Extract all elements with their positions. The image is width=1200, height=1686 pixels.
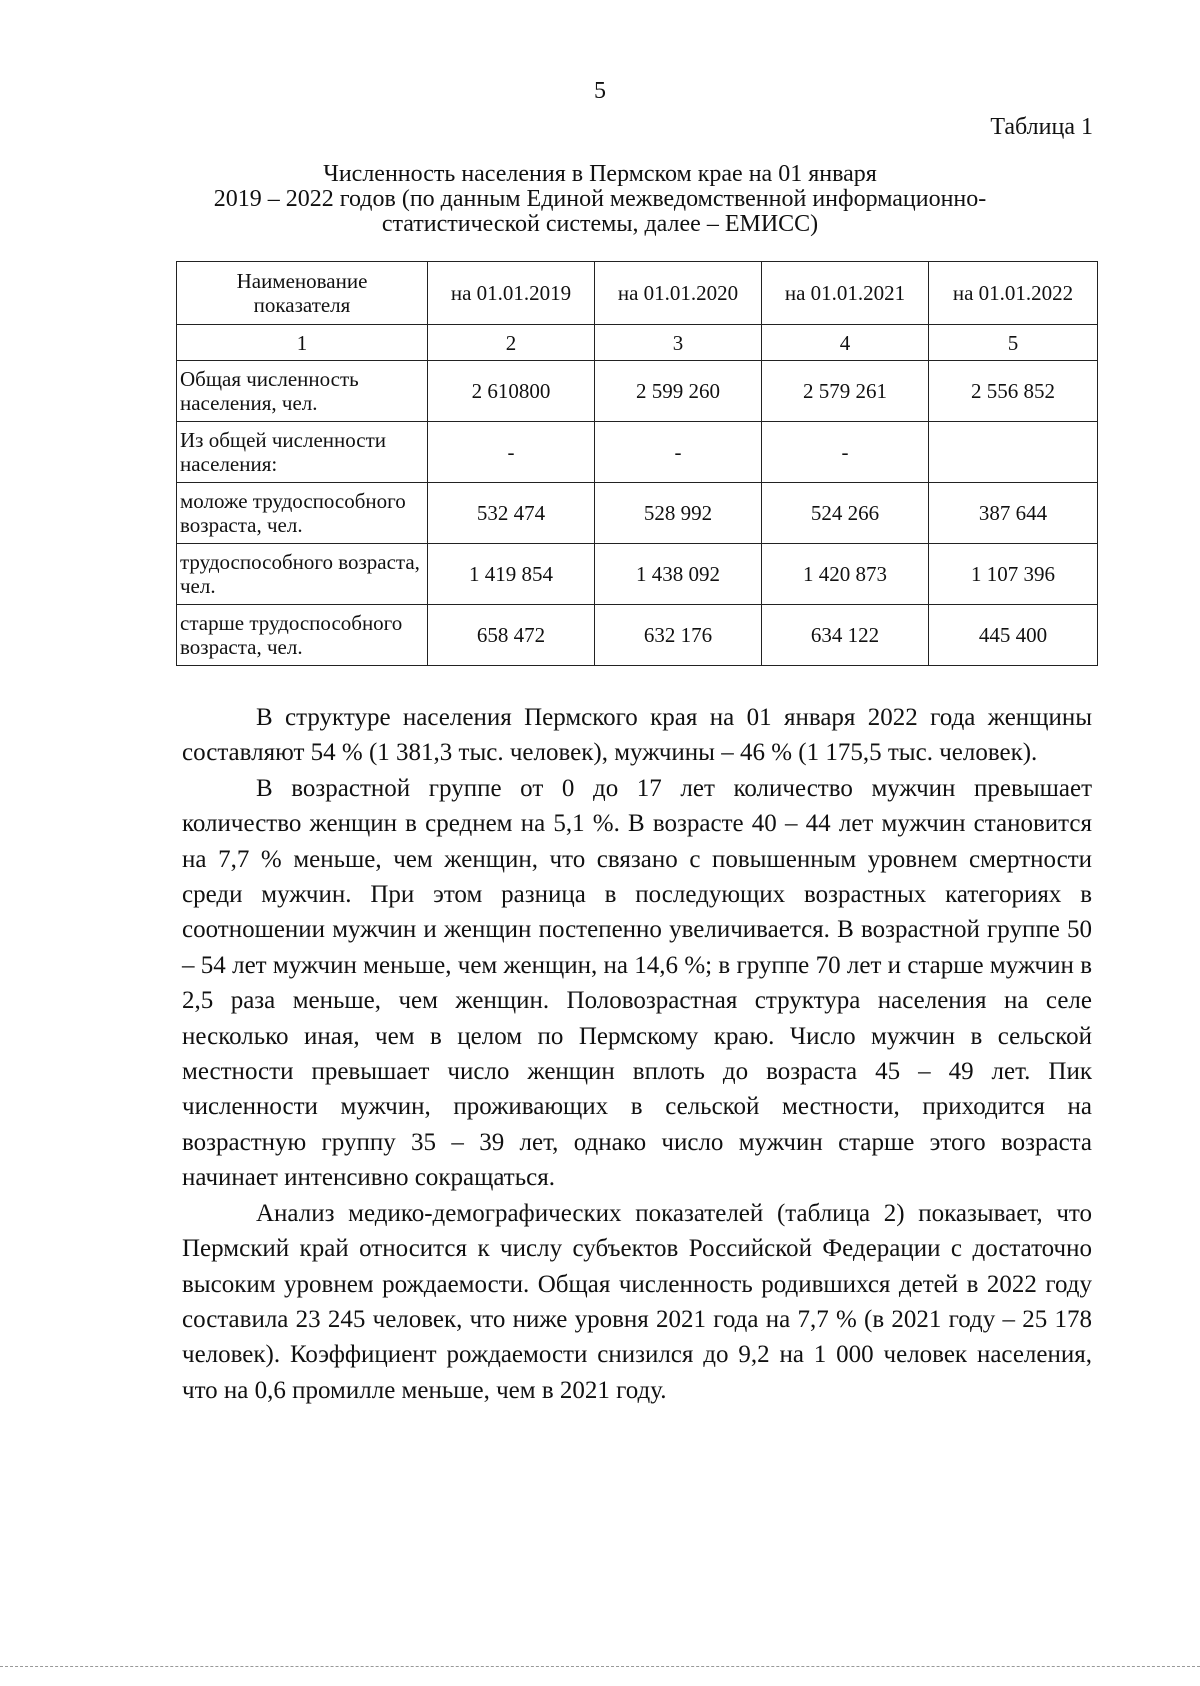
header-cell-2019: на 01.01.2019 (428, 262, 595, 325)
value-cell: 1 420 873 (762, 544, 929, 605)
value-cell: 387 644 (929, 483, 1098, 544)
value-cell: 524 266 (762, 483, 929, 544)
paragraph: В возрастной группе от 0 до 17 лет количество мужчин превышает количество женщин в среднем на 5,1 %. В возрасте 40 – 44 лет мужчин становится на 7,7 % меньше, чем женщин, что связано с повышенным уровнем смертности среди мужчин. При этом разница в последующих возрастных категориях в соотношении мужчин и женщин постепенно увеличивается. В возрастной группе 50 – 54 лет мужчин меньше, чем женщин, на 14,6 %; в группе 70 лет и старше мужчин в 2,5 раза меньше, чем женщин. Половозрастная структура населения на селе несколько иная, чем в целом по Пермскому краю. Число мужчин в сельской местности превышает число женщин вплоть до возраста 45 – 49 лет. Пик численности мужчин, проживающих в сельской местности, приходится на возрастную группу 35 – 39 лет, однако число мужчин старше этого возраста начинает интенсивно сокращаться. (182, 774, 1092, 1192)
value-cell: 658 472 (428, 605, 595, 666)
table-row (177, 544, 1098, 605)
value-cell: 2 610800 (428, 361, 595, 422)
row-name-cell: трудоспособного возраста, чел. (177, 544, 428, 605)
header-cell-name: Наименование показателя (177, 262, 428, 325)
value-cell (929, 422, 1098, 483)
caption-line: 2019 – 2022 годов (по данным Единой межведомственной информационно- (213, 186, 987, 212)
caption-line: статистической системы, далее – ЕМИСС) (381, 211, 819, 237)
table-row (177, 422, 1098, 483)
value-cell: 445 400 (929, 605, 1098, 666)
value-cell: 2 579 261 (762, 361, 929, 422)
index-cell: 2 (428, 325, 595, 361)
value-cell: 1 438 092 (595, 544, 762, 605)
value-cell: - (595, 422, 762, 483)
value-cell: - (762, 422, 929, 483)
row-name-cell: Общая численность населения, чел. (177, 361, 428, 422)
value-cell: 634 122 (762, 605, 929, 666)
header-cell-2020: на 01.01.2020 (595, 262, 762, 325)
page-bottom-divider (0, 1666, 1200, 1667)
value-cell: 1 107 396 (929, 544, 1098, 605)
value-cell: 528 992 (595, 483, 762, 544)
value-cell: 632 176 (595, 605, 762, 666)
index-cell: 1 (177, 325, 428, 361)
population-table (176, 261, 1098, 666)
caption-line: Численность населения в Пермском крае на 01 января (323, 161, 877, 187)
value-cell: 1 419 854 (428, 544, 595, 605)
value-cell: 532 474 (428, 483, 595, 544)
row-name-cell: старше трудоспособного возраста, чел. (177, 605, 428, 666)
index-cell: 5 (929, 325, 1098, 361)
value-cell: 2 599 260 (595, 361, 762, 422)
table-caption (150, 162, 1050, 237)
paragraph: Анализ медико-демографических показателей (таблица 2) показывает, что Пермский край относится к числу субъектов Российской Федерации с достаточно высоким уровнем рождаемости. Общая численность родившихся детей в 2022 году составила 23 245 человек, что ниже уровня 2021 года на 7,7 % (в 2021 году – 25 178 человек). Коэффициент рождаемости снизился до 9,2 на 1 000 человек населения, что на 0,6 промилле меньше, чем в 2021 году. (182, 1199, 1092, 1404)
index-cell: 3 (595, 325, 762, 361)
body-text (182, 700, 1092, 1408)
row-name-cell: Из общей численности населения: (177, 422, 428, 483)
table-row (177, 605, 1098, 666)
header-cell-2021: на 01.01.2021 (762, 262, 929, 325)
table-label: Таблица 1 (990, 114, 1093, 140)
paragraph: В структуре населения Пермского края на 01 января 2022 года женщины составляют 54 % (1 381,3 тыс. человек), мужчины – 46 % (1 175,5 тыс. человек). (182, 704, 1092, 767)
table-row (177, 361, 1098, 422)
index-cell: 4 (762, 325, 929, 361)
header-cell-2022: на 01.01.2022 (929, 262, 1098, 325)
row-name-cell: моложе трудоспособного возраста, чел. (177, 483, 428, 544)
table-index-row (177, 325, 1098, 361)
table-header-row (177, 262, 1098, 325)
page-number: 5 (594, 78, 606, 104)
value-cell: - (428, 422, 595, 483)
table-row (177, 483, 1098, 544)
value-cell: 2 556 852 (929, 361, 1098, 422)
